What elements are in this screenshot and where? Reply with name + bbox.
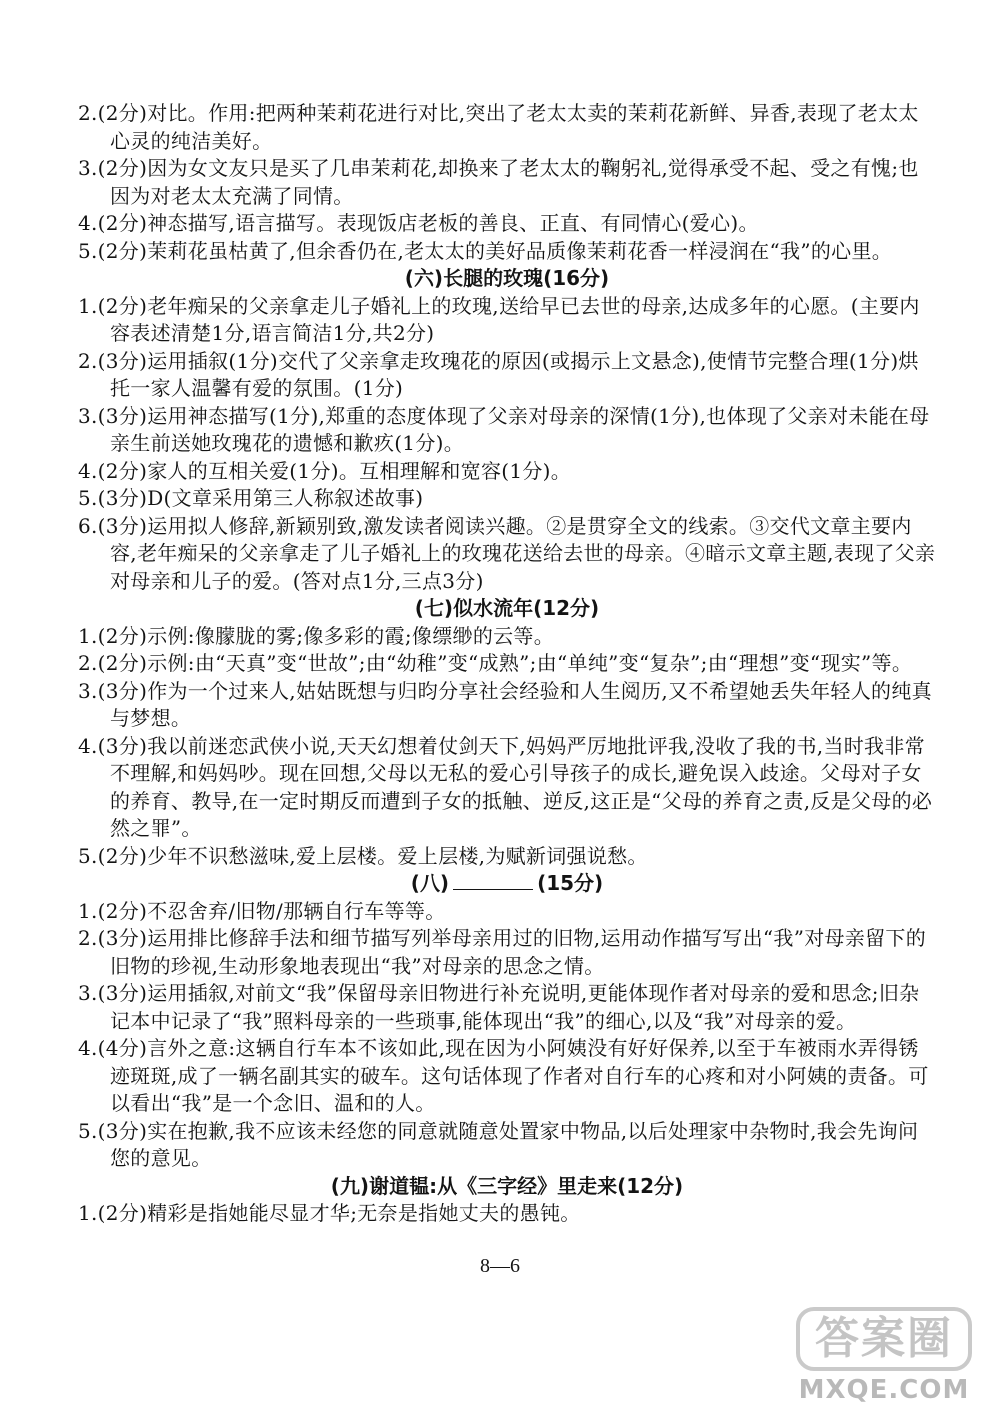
answer-item: 4.(2分)家人的互相关爱(1分)。互相理解和宽容(1分)。 xyxy=(78,458,572,483)
answer-item: 2.(2分)示例:由“天真”变“世故”;由“幼稚”变“成熟”;由“单纯”变“复杂”;由“理想”变“现实”等。 xyxy=(78,651,913,675)
answer-item: 1.(2分)老年痴呆的父亲拿走儿子婚礼上的玫瑰,送给早已去世的母亲,达成多年的心愿。(主要内容表述清楚1分,语言简洁1分,共2分) xyxy=(78,293,920,345)
answer-item: 1.(2分)精彩是指她能尽显才华;无奈是指她丈夫的愚钝。 xyxy=(78,1201,581,1225)
answer-item: 2.(2分)对比。作用:把两种茉莉花进行对比,突出了老太太卖的茉莉花新鲜、异香,表现了老太太心灵的纯洁美好。 xyxy=(78,101,919,153)
section-title-prefix: (八) xyxy=(410,871,450,895)
section-title: (六)长腿的玫瑰(16分) xyxy=(404,266,610,290)
answer-page xyxy=(78,100,936,1228)
answer-item: 3.(3分)作为一个过来人,姑姑既想与归昀分享社会经验和人生阅历,又不希望她丢失年轻人的纯真与梦想。 xyxy=(78,678,932,730)
section-title-suffix: (15分) xyxy=(537,871,604,895)
answer-item: 5.(3分)实在抱歉,我不应该未经您的同意就随意处置家中物品,以后处理家中杂物时,我会先询问您的意见。 xyxy=(78,1118,919,1170)
answer-item: 4.(4分)言外之意:这辆自行车本不该如此,现在因为小阿姨没有好好保养,以至于车被雨水弄得锈迹斑斑,成了一辆名副其实的破车。这句话体现了作者对自行车的心疼和对小阿姨的责备。可以看出“我”是一个念旧、温和的人。 xyxy=(78,1036,929,1115)
answer-item: 2.(3分)运用排比修辞手法和细节描写列举母亲用过的旧物,运用动作描写写出“我”对母亲留下的旧物的珍视,生动形象地表现出“我”对母亲的思念之情。 xyxy=(78,926,927,978)
answer-item: 1.(2分)示例:像朦胧的雾;像多彩的霞;像缥缈的云等。 xyxy=(78,623,555,648)
section-title xyxy=(78,870,936,898)
answer-item: 2.(3分)运用插叙(1分)交代了父亲拿走玫瑰花的原因(或揭示上文悬念),使情节完整合理(1分)烘托一家人温馨有爱的氛围。(1分) xyxy=(78,348,919,400)
answer-item: 1.(2分)不忍舍弃/旧物/那辆自行车等等。 xyxy=(78,898,446,923)
watermark-url: MXQE.COM xyxy=(798,1375,970,1405)
answer-item: 4.(3分)我以前迷恋武侠小说,天天幻想着仗剑天下,妈妈严厉地批评我,没收了我的书,当时我非常不理解,和妈妈吵。现在回想,父母以无私的爱心引导孩子的成长,避免误入歧途。父母对子女的养育、教导,在一定时期反而遭到子女的抵触、逆反,这正是“父母的养育之责,反是父母的必然之罪”。 xyxy=(78,733,933,840)
section-title: (九)谢道韫:从《三字经》里走来(12分) xyxy=(330,1173,684,1198)
title-blank-line xyxy=(453,871,533,890)
answer-item: 3.(3分)运用神态描写(1分),郑重的态度体现了父亲对母亲的深情(1分),也体现了父亲对未能在母亲生前送她玫瑰花的遗憾和歉疚(1分)。 xyxy=(78,403,930,455)
answer-item: 5.(2分)少年不识愁滋味,爱上层楼。爱上层楼,为赋新词强说愁。 xyxy=(78,843,648,868)
answer-item: 3.(3分)运用插叙,对前文“我”保留母亲旧物进行补充说明,更能体现作者对母亲的爱和思念;旧杂记本中记录了“我”照料母亲的一些琐事,能体现出“我”的细心,以及“我”对母亲的爱。 xyxy=(78,981,920,1033)
answer-item: 3.(2分)因为女文友只是买了几串茉莉花,却换来了老太太的鞠躬礼,觉得承受不起、受之有愧;也因为对老太太充满了同情。 xyxy=(78,156,919,208)
section-title: (七)似水流年(12分) xyxy=(414,596,600,620)
watermark xyxy=(784,1301,984,1413)
answer-item: 5.(2分)茉莉花虽枯黄了,但余香仍在,老太太的美好品质像茉莉花香一样浸润在“我”的心里。 xyxy=(78,238,893,263)
answer-item: 6.(3分)运用拟人修辞,新颖别致,激发读者阅读兴趣。②是贯穿全文的线索。③交代文章主要内容,老年痴呆的父亲拿走了儿子婚礼上的玫瑰花送给去世的母亲。④暗示文章主题,表现了父亲对母亲和儿子的爱。(答对点1分,三点3分) xyxy=(78,513,936,593)
answer-item: 4.(2分)神态描写,语言描写。表现饭店老板的善良、正直、有同情心(爱心)。 xyxy=(78,211,759,235)
page-number: 8—6 xyxy=(480,1255,520,1277)
answer-item: 5.(3分)D(文章采用第三人称叙述故事) xyxy=(78,486,424,510)
watermark-logo: 答案圈 xyxy=(796,1307,972,1371)
